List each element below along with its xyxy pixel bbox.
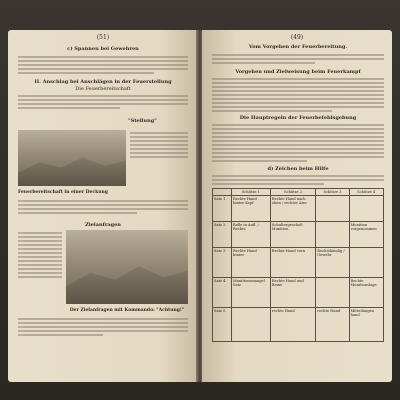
right-paragraph-1: [212, 52, 384, 66]
text-line: [18, 60, 188, 62]
table-header-cell: Schütze 3: [316, 189, 349, 196]
text-line: [130, 156, 188, 158]
signals-table: [212, 188, 384, 342]
text-line: [18, 56, 188, 58]
text-line: [212, 124, 384, 126]
text-line: [18, 236, 62, 238]
left-side-text-1: [130, 130, 188, 160]
text-line: [18, 68, 188, 70]
left-paragraph-1: [18, 54, 188, 76]
text-line: [18, 212, 137, 214]
text-line: [18, 244, 62, 246]
text-line: [130, 136, 188, 138]
left-paragraph-2: [18, 93, 188, 111]
text-line: [212, 144, 384, 146]
text-line: [212, 106, 384, 108]
left-paragraph-3: [18, 198, 188, 216]
table-header-cell: Schütze 4: [349, 189, 383, 196]
text-line: [212, 98, 384, 100]
text-line: [130, 132, 188, 134]
text-line: [130, 148, 188, 150]
text-line: [18, 264, 62, 266]
text-line: [18, 326, 188, 328]
table-cell: Satz 5: [213, 308, 232, 342]
text-line: [18, 256, 62, 258]
text-line: [212, 136, 384, 138]
table-cell: [316, 222, 349, 248]
right-section-1: Vorgehen und Zielweisung beim Feuerkampf: [235, 69, 361, 75]
table-cell: [232, 308, 271, 342]
text-line: [212, 148, 384, 150]
text-line: [130, 152, 188, 154]
text-line: [18, 276, 62, 278]
text-line: [18, 252, 62, 254]
table-row: [213, 196, 384, 222]
text-line: [18, 99, 188, 101]
text-line: [212, 62, 315, 64]
right-section-2: Die Hauptregeln der Feuerbefehlsgebung: [239, 115, 357, 121]
open-book: [8, 30, 392, 382]
text-line: [18, 248, 62, 250]
table-cell: [316, 278, 349, 308]
left-bold-phrase: "Stellung": [128, 118, 157, 124]
table-cell: Satz 1: [213, 196, 232, 222]
text-line: [212, 54, 384, 56]
table-cell: Satz 3: [213, 248, 232, 278]
photo2-caption: Der Zielanfragen mit Kommando: "Achtung!": [69, 308, 185, 313]
text-line: [18, 72, 154, 74]
text-line: [18, 232, 62, 234]
left-page-number: (51): [96, 34, 110, 41]
photo-hillside-soldiers: [66, 230, 188, 304]
text-line: [212, 152, 384, 154]
text-line: [212, 179, 384, 181]
table-cell: Schultergeschoß Munition: [270, 222, 315, 248]
table-cell: Satz 2: [213, 222, 232, 248]
text-line: [212, 175, 384, 177]
table-row: [213, 278, 384, 308]
left-side-text-2: [18, 230, 62, 280]
text-line: [212, 102, 384, 104]
right-paragraph-4: [212, 173, 384, 187]
left-subhead: II. Anschlag bei Anschlägen in der Feuerstellung: [34, 79, 172, 85]
text-line: [18, 200, 188, 202]
text-line: [130, 144, 188, 146]
text-line: [18, 272, 62, 274]
table-row: [213, 308, 384, 342]
text-line: [212, 128, 384, 130]
table-header-cell: Schütze 1: [232, 189, 271, 196]
text-line: [212, 90, 384, 92]
right-paragraph-2: [212, 76, 384, 114]
table-cell: [316, 196, 349, 222]
table-cell: rechte Hand: [270, 308, 315, 342]
left-page: [8, 30, 198, 382]
text-line: [18, 268, 62, 270]
table-cell: Rechte Hand nach oben / rechter Arm: [270, 196, 315, 222]
text-line: [18, 107, 120, 109]
table-header-cell: Schütze 2: [270, 189, 315, 196]
table-cell: Rechte Hand vorn: [270, 248, 315, 278]
text-line: [18, 318, 188, 320]
right-section-3: d) Zeichen beim Hilfe: [267, 166, 329, 172]
photo-trench-soldier: [18, 130, 126, 186]
text-line: [18, 103, 188, 105]
text-line: [18, 240, 62, 242]
text-line: [212, 58, 384, 60]
text-line: [212, 110, 332, 112]
table-header-row: [213, 189, 384, 196]
table-header-cell: [213, 189, 232, 196]
table-row: [213, 248, 384, 278]
right-title: Vom Vorgehen der Feuerbereitung.: [248, 44, 348, 50]
text-line: [18, 322, 188, 324]
text-line: [18, 330, 188, 332]
photo1-caption: Feuerbereitschaft in einer Deckung: [18, 190, 108, 195]
text-line: [212, 82, 384, 84]
text-line: [18, 95, 188, 97]
text-line: [212, 160, 307, 162]
table-cell: Munition vorgenommen: [349, 222, 383, 248]
table-cell: Rechte Hand hinter Kopf: [232, 196, 271, 222]
right-paragraph-3: [212, 122, 384, 164]
table-cell: [349, 196, 383, 222]
text-line: [18, 208, 188, 210]
text-line: [130, 140, 188, 142]
text-line: [212, 94, 384, 96]
table-cell: [349, 248, 383, 278]
right-page: [202, 30, 392, 382]
text-line: [18, 334, 103, 336]
table-cell: Mitteilungen hand: [349, 308, 383, 342]
table-cell: Rechtshändig / Gewehr: [316, 248, 349, 278]
left-side-head: Zielanfragen: [85, 222, 121, 228]
left-paragraph-4: [18, 316, 188, 338]
right-page-number: (49): [290, 34, 304, 41]
left-section-head: c) Spannen bei Gewehren: [67, 46, 139, 52]
table-cell: Rechte Hand und Beine: [270, 278, 315, 308]
table-cell: Rolle in Aufl. / Rechts: [232, 222, 271, 248]
text-line: [212, 140, 384, 142]
text-line: [212, 132, 384, 134]
table-cell: rechte Hand: [316, 308, 349, 342]
text-line: [212, 78, 384, 80]
text-line: [18, 204, 188, 206]
text-line: [212, 156, 384, 158]
table-row: [213, 222, 384, 248]
left-subhead-2: Die Feuerbereitschaft: [75, 86, 131, 92]
table-cell: Rechte Munitionslage: [349, 278, 383, 308]
text-line: [212, 183, 324, 185]
table-cell: Munitionsmangel Satz: [232, 278, 271, 308]
text-line: [212, 86, 384, 88]
table-cell: Rechte Hand hinter: [232, 248, 271, 278]
table-cell: Satz 4: [213, 278, 232, 308]
text-line: [18, 260, 62, 262]
text-line: [18, 64, 188, 66]
